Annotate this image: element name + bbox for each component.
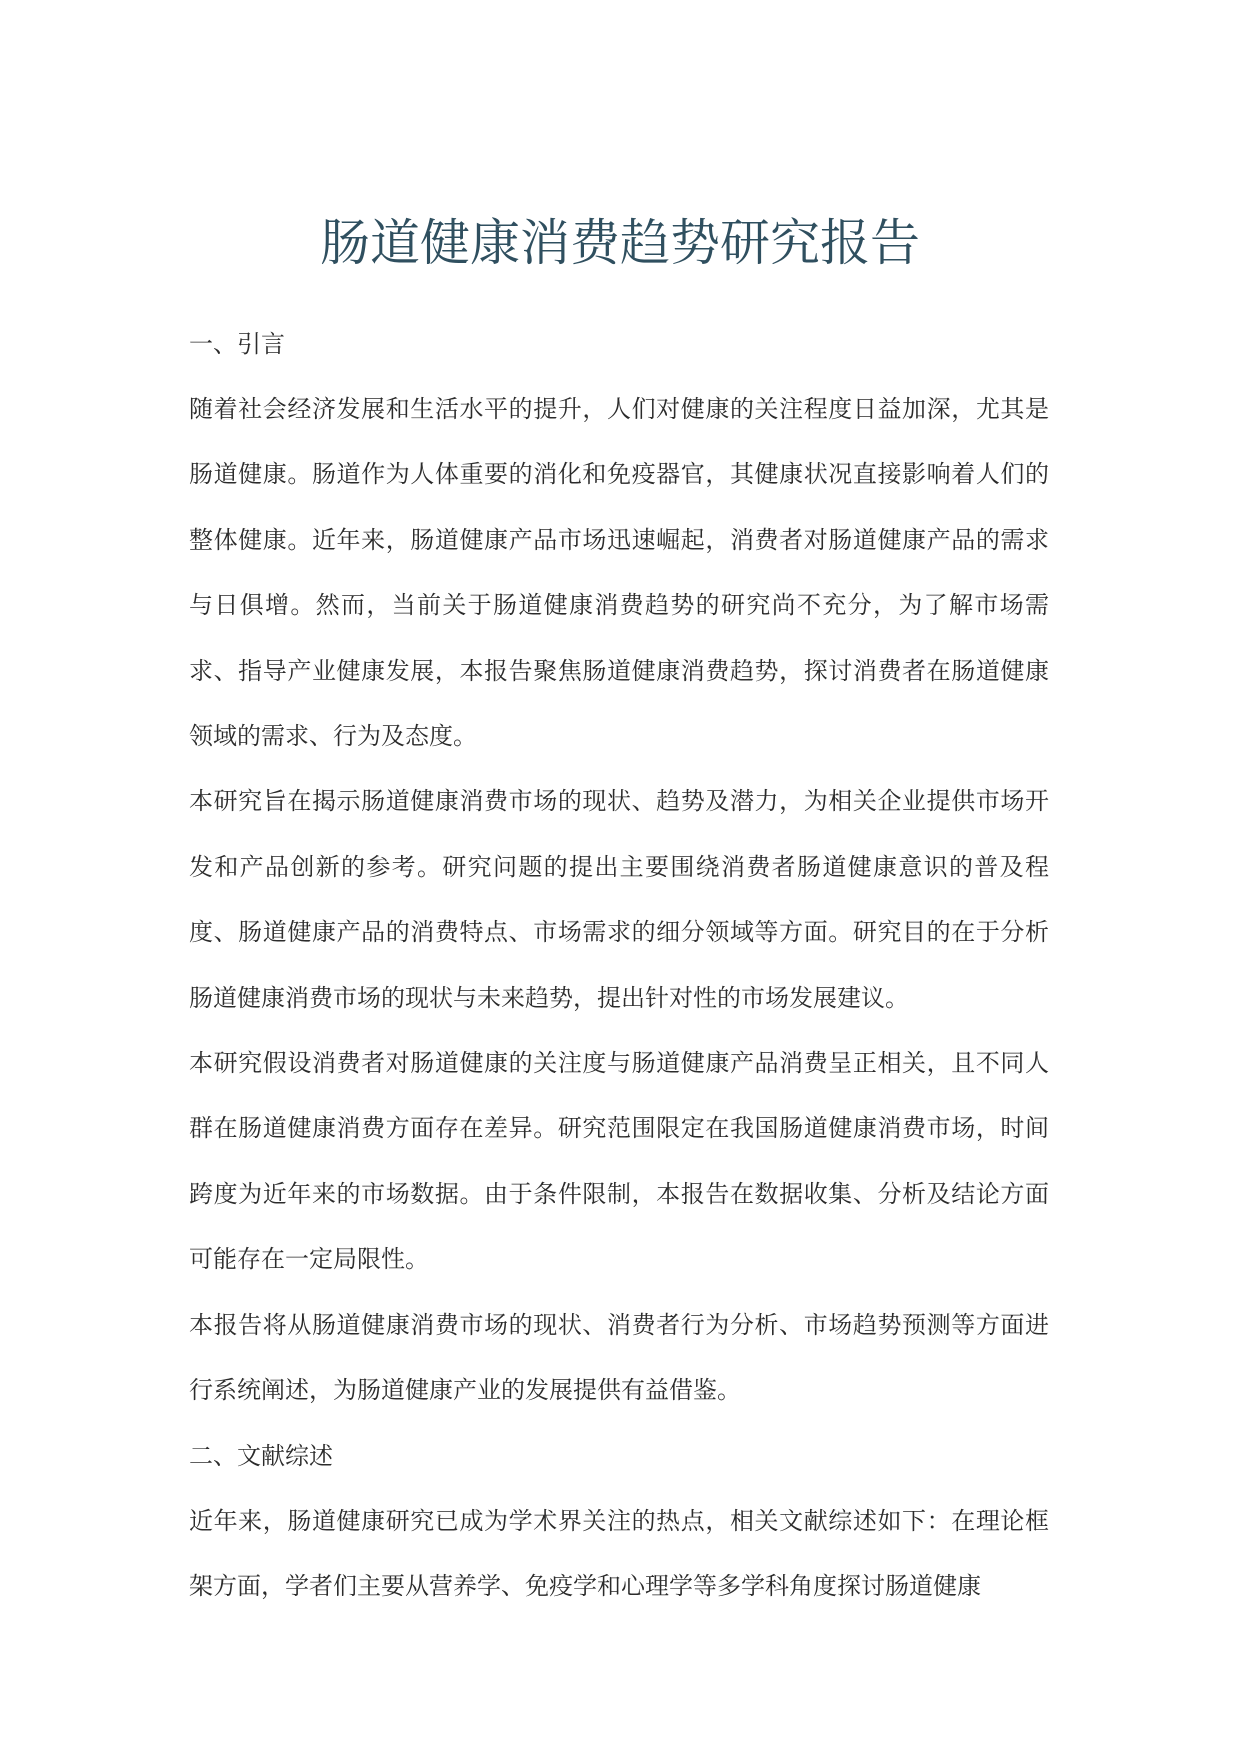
intro-paragraph-2: 本研究旨在揭示肠道健康消费市场的现状、趋势及潜力，为相关企业提供市场开发和产品创新的参考。研究问题的提出主要围绕消费者肠道健康意识的普及程度、肠道健康产品的消费特点、市场需求的细分领域等方面。研究目的在于分析肠道健康消费市场的现状与未来趋势，提出针对性的市场发展建议。 [189,787,1049,1012]
intro-paragraph-3: 本研究假设消费者对肠道健康的关注度与肠道健康产品消费呈正相关，且不同人群在肠道健康消费方面存在差异。研究范围限定在我国肠道健康消费市场，时间跨度为近年来的市场数据。由于条件限制，本报告在数据收集、分析及结论方面可能存在一定局限性。 [189,1049,1049,1274]
document-body [189,312,1049,1619]
section-heading-intro: 一、引言 [189,330,285,358]
document-title: 肠道健康消费趋势研究报告 [320,214,920,272]
intro-paragraph-1: 随着社会经济发展和生活水平的提升，人们对健康的关注程度日益加深，尤其是肠道健康。肠道作为人体重要的消化和免疫器官，其健康状况直接影响着人们的整体健康。近年来，肠道健康产品市场迅速崛起，消费者对肠道健康产品的需求与日俱增。然而，当前关于肠道健康消费趋势的研究尚不充分，为了解市场需求、指导产业健康发展，本报告聚焦肠道健康消费趋势，探讨消费者在肠道健康领域的需求、行为及态度。 [189,395,1049,751]
section-heading-literature: 二、文献综述 [189,1441,333,1470]
literature-paragraph-1: 近年来，肠道健康研究已成为学术界关注的热点，相关文献综述如下：在理论框架方面，学者们主要从营养学、免疫学和心理学等多学科角度探讨肠道健康 [189,1506,1049,1600]
intro-paragraph-4: 本报告将从肠道健康消费市场的现状、消费者行为分析、市场趋势预测等方面进行系统阐述，为肠道健康产业的发展提供有益借鉴。 [189,1310,1049,1405]
